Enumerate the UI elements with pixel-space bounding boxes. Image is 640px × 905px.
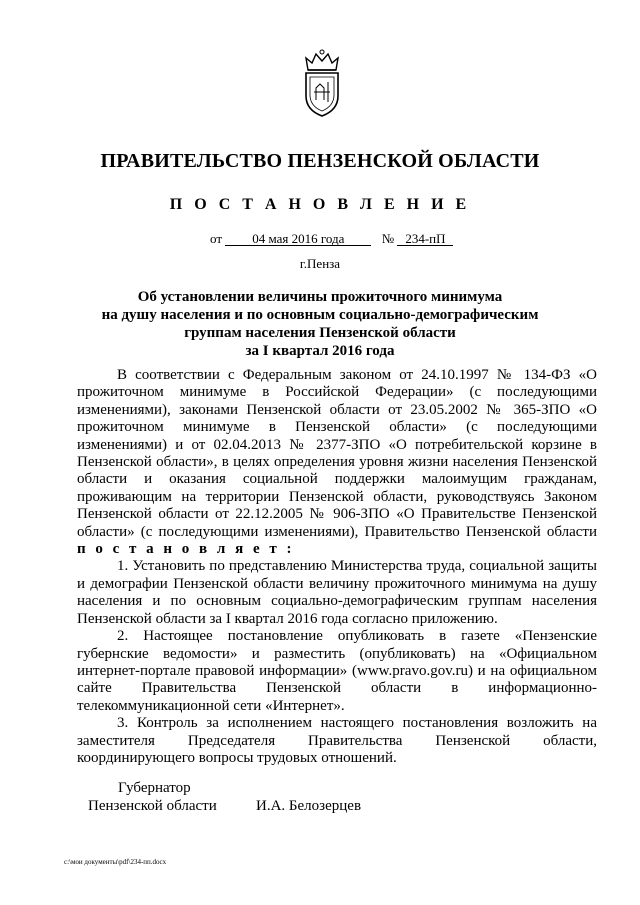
document-body bbox=[77, 367, 597, 767]
decree-item-1: 1. Установить по представлению Министерства труда, социальной защиты и демографии Пензенской области величину прожиточного минимума на душу населения и по основным социально-демографическим группам населения Пензенской области за I квартал 2016 года согласно приложению. bbox=[77, 558, 597, 627]
decree-word: п о с т а н о в л я е т : bbox=[77, 541, 295, 558]
number-prefix: № bbox=[381, 231, 395, 246]
preamble-text: В соответствии с Федеральным законом от 24.10.1997 № 134-ФЗ «О прожиточном минимуме в Российской Федерации» (с последующими изменениями), законами Пензенской области от 23.05.2002 № 365-ЗПО «О прожиточном минимуме в Пензенской области» (с последующими изменениями) и от 02.04.2013 № 2377-ЗПО «О потребительской корзине в Пензенской области», в целях определения уровня жизни населения Пензенской области и оказания социальной поддержки малоимущим гражданам, проживающим на территории Пензенской области, руководствуясь Законом Пензенской области от 22.12.2005 № 906-ЗПО «О Правительстве Пензенской области» (с последующими изменениями), Правительство Пензенской области bbox=[77, 367, 597, 540]
signatory-name: И.А. Белозерцев bbox=[256, 798, 362, 814]
document-subject bbox=[90, 288, 550, 360]
preamble-paragraph bbox=[77, 367, 597, 558]
penza-coat-of-arms-icon bbox=[300, 48, 344, 118]
signatory-organization: Пензенской области bbox=[88, 798, 217, 814]
subject-line: на душу населения и по основным социально-демографическим bbox=[101, 307, 539, 323]
document-type: П О С Т А Н О В Л Е Н И Е bbox=[169, 196, 471, 213]
date-number-line bbox=[210, 231, 453, 247]
number-value: 234-пП bbox=[397, 232, 453, 246]
decree-item-2: 2. Настоящее постановление опубликовать в газете «Пензенские губернские ведомости» и разместить (опубликовать) на «Официальном интернет-портале правовой информации» (www.pravo.gov.ru) и на официальном сайте Правительства Пензенской области в информационно-телекоммуникационной сети «Интернет». bbox=[77, 628, 597, 714]
signatory-role: Губернатор bbox=[118, 780, 191, 796]
subject-line: за I квартал 2016 года bbox=[245, 343, 395, 359]
date-value: 04 мая 2016 года bbox=[225, 232, 371, 246]
subject-line: группам населения Пензенской области bbox=[184, 325, 456, 341]
city: г.Пенза bbox=[299, 256, 341, 271]
decree-item-3: 3. Контроль за исполнением настоящего постановления возложить на заместителя Председателя Правительства Пензенской области, координирующего вопросы трудовых отношений. bbox=[77, 715, 597, 766]
subject-line: Об установлении величины прожиточного минимума bbox=[137, 289, 503, 305]
footer-file-path: c:\мои документы\pdf\234-пп.docx bbox=[64, 858, 167, 866]
date-prefix: от bbox=[210, 231, 223, 246]
government-title: ПРАВИТЕЛЬСТВО ПЕНЗЕНСКОЙ ОБЛАСТИ bbox=[100, 150, 540, 172]
